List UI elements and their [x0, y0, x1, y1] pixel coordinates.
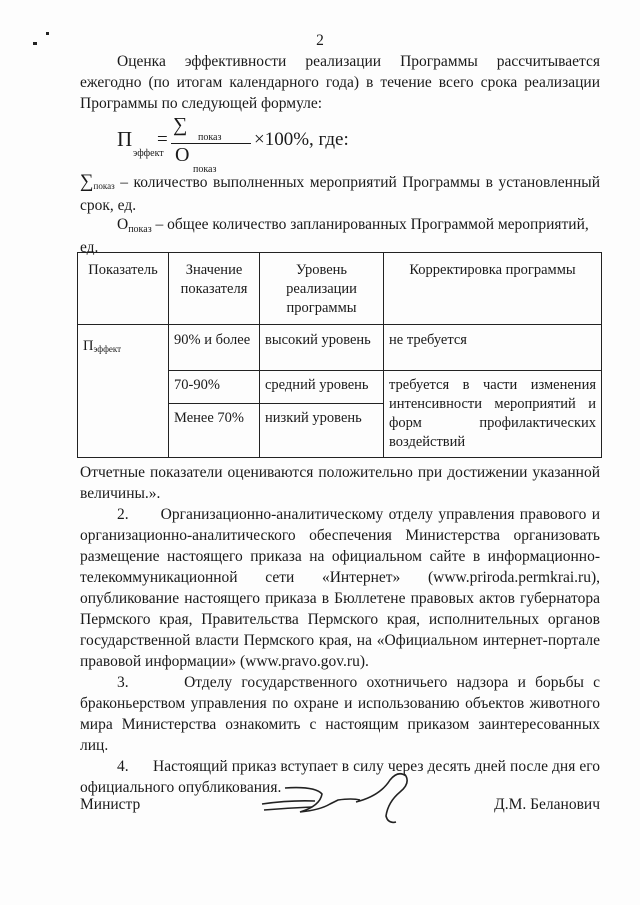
table-header: Показатель: [78, 253, 169, 325]
item-text: Настоящий приказ вступает в силу через десять дней после дня его официального опубликования.: [80, 758, 601, 796]
o-definition-text: – общее количество запланированных Программой мероприятий, ед.: [80, 216, 589, 256]
value-cell: 90% и более: [169, 325, 260, 371]
handwritten-signature: [260, 766, 460, 826]
table-header: Уровень реализации программы: [260, 253, 384, 325]
correction-cell: требуется в части изменения интенсивности мероприятий и форм профилактических воздействий: [384, 371, 602, 458]
indicator-sub: эффект: [93, 344, 122, 354]
indicator-table: [77, 252, 602, 458]
sum-definition-text: – количество выполненных мероприятий Программы в установленный срок, ед.: [80, 174, 600, 214]
table-header-row: [78, 253, 602, 325]
sum-symbol: ∑: [80, 171, 94, 192]
level-cell: высокий уровень: [260, 325, 384, 371]
scan-speck: [46, 32, 49, 35]
closing-paragraph: Отчетные показатели оцениваются положительно при достижении указанной величины.».: [80, 464, 600, 502]
intro-paragraph: Оценка эффективности реализации Программы рассчитывается ежегодно (по итогам календарного года) в течение всего срока реализации Программы по следующей формуле:: [80, 53, 600, 112]
formula-lhs: П: [117, 127, 133, 151]
level-cell: низкий уровень: [260, 404, 384, 458]
o-symbol-sub: показ: [128, 224, 152, 235]
scan-speck: [33, 42, 37, 45]
table-header: Значение показателя: [169, 253, 260, 325]
signer-title: Министр: [80, 796, 141, 813]
list-item: [80, 504, 600, 672]
sum-definition: [80, 171, 600, 216]
o-symbol: О: [117, 216, 129, 233]
efficiency-formula: [117, 115, 417, 175]
correction-cell: не требуется: [384, 325, 602, 371]
sum-symbol-sub: показ: [93, 181, 115, 191]
signature-block: [80, 786, 600, 816]
formula-denominator: О: [175, 144, 190, 166]
indicator-cell: [78, 325, 169, 458]
item-text: Отделу государственного охотничьего надзора и борьбы с браконьерством управления по охране и использованию объектов животного мира Министерства ознакомить с настоящим приказом заинтересованных лиц.: [80, 674, 600, 754]
item-number: 4.: [117, 758, 129, 775]
formula-equals: =: [157, 129, 168, 150]
value-cell: 70-90%: [169, 371, 260, 404]
formula-denominator-sub: показ: [193, 164, 217, 175]
formula-numerator-sub: показ: [198, 132, 222, 143]
indicator-symbol: П: [83, 338, 94, 354]
item-text: Организационно-аналитическому отделу управления правового и организационно-аналитического обеспечения Министерства организовать размещение настоящего приказа на официальном сайте в информационно-телекоммуникационной сети «Интернет» (www.priroda.permkrai.ru), опубликование настоящего приказа в Бюллетене правовых актов губернатора Пермского края, Правительства Пермского края, исполнительных органов государственной власти Пермского края, на «Официальном интернет-портале правовой информации» (www.pravo.gov.ru).: [80, 506, 600, 670]
value-cell: Менее 70%: [169, 404, 260, 458]
page-number: 2: [316, 32, 324, 49]
item-number: 3.: [117, 674, 129, 691]
numbered-items: [80, 504, 600, 798]
table-row: [78, 325, 602, 371]
level-cell: средний уровень: [260, 371, 384, 404]
signer-name: Д.М. Беланович: [494, 796, 600, 813]
list-item: [80, 672, 600, 756]
formula-numerator: ∑: [173, 114, 188, 136]
table-header: Корректировка программы: [384, 253, 602, 325]
formula-rest: ×100%, где:: [254, 129, 349, 150]
formula-lhs-sub: эффект: [133, 148, 164, 159]
item-number: 2.: [117, 506, 129, 523]
